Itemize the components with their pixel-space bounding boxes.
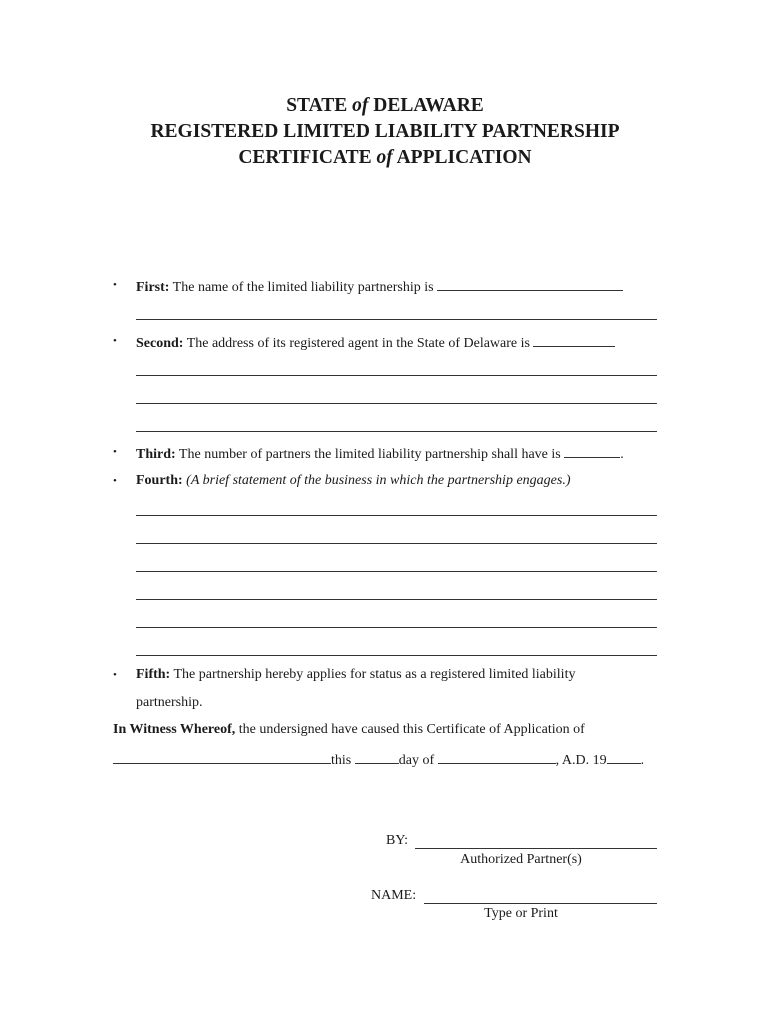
bullet-icon: • bbox=[113, 669, 117, 681]
agent-address-line-2[interactable] bbox=[136, 403, 657, 404]
partnership-name-field[interactable] bbox=[437, 276, 623, 291]
item-fifth-continued: partnership. bbox=[136, 695, 203, 710]
bullet-icon: • bbox=[113, 279, 117, 291]
business-statement-line-1[interactable] bbox=[136, 515, 657, 516]
bullet-icon: • bbox=[113, 475, 117, 487]
type-or-print-caption: Type or Print bbox=[484, 906, 558, 921]
item-second: Second: The address of its registered agent in the State of Delaware is bbox=[136, 332, 615, 353]
witness-date-line: this day of , A.D. 19 . bbox=[113, 749, 644, 770]
authorized-partner-caption: Authorized Partner(s) bbox=[460, 852, 582, 867]
business-statement-line-6[interactable] bbox=[136, 655, 657, 656]
name-line[interactable] bbox=[424, 903, 657, 904]
bullet-icon: • bbox=[113, 446, 117, 458]
item-fourth: Fourth: (A brief statement of the business in which the partnership engages.) bbox=[136, 473, 571, 488]
item-first: First: The name of the limited liability partnership is bbox=[136, 276, 623, 297]
partnership-name-witness-field[interactable] bbox=[113, 749, 331, 764]
business-statement-line-5[interactable] bbox=[136, 627, 657, 628]
partnership-name-line[interactable] bbox=[136, 319, 657, 320]
witness-statement: In Witness Whereof, the undersigned have caused this Certificate of Application of bbox=[113, 722, 585, 737]
agent-address-line-1[interactable] bbox=[136, 375, 657, 376]
item-third: Third: The number of partners the limited liability partnership shall have is . bbox=[136, 443, 624, 464]
day-field[interactable] bbox=[355, 749, 399, 764]
agent-address-line-3[interactable] bbox=[136, 431, 657, 432]
title-line-1: STATE of DELAWARE bbox=[286, 95, 484, 116]
month-field[interactable] bbox=[438, 749, 556, 764]
business-statement-line-4[interactable] bbox=[136, 599, 657, 600]
title-line-2: REGISTERED LIMITED LIABILITY PARTNERSHIP bbox=[150, 121, 620, 142]
bullet-icon: • bbox=[113, 335, 117, 347]
signature-line[interactable] bbox=[415, 848, 657, 849]
item-fifth: Fifth: The partnership hereby applies for status as a registered limited liability bbox=[136, 667, 576, 682]
by-label: BY: bbox=[386, 833, 409, 848]
name-label: NAME: bbox=[371, 888, 417, 903]
partner-count-field[interactable] bbox=[564, 443, 620, 458]
title-line-3: CERTIFICATE of APPLICATION bbox=[238, 147, 532, 168]
agent-address-field[interactable] bbox=[533, 332, 615, 347]
business-statement-line-2[interactable] bbox=[136, 543, 657, 544]
year-field[interactable] bbox=[607, 749, 641, 764]
business-statement-line-3[interactable] bbox=[136, 571, 657, 572]
